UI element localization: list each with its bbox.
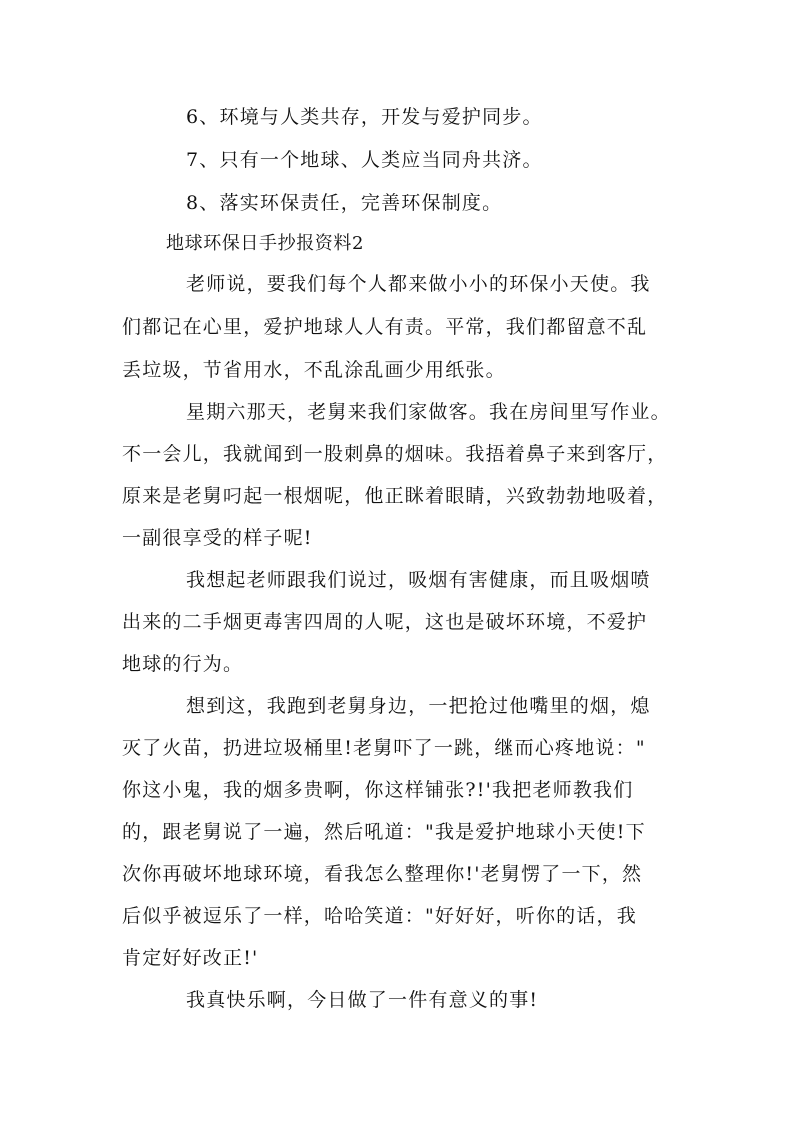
paragraph-line: 肯定好好改正!' [122,947,259,969]
paragraph-line: 出来的二手烟更毒害四周的人呢，这也是破坏环境，不爱护 [122,611,648,633]
paragraph-line: 一副很享受的样子呢! [122,527,313,549]
paragraph-line: 丢垃圾，节省用水，不乱涂乱画少用纸张。 [122,359,506,381]
list-item: 8、落实环保责任，完善环保制度。 [186,192,503,214]
paragraph-line: 后似乎被逗乐了一样，哈哈笑道："好好好，听你的话，我 [122,905,637,927]
paragraph-line: 们都记在心里，爱护地球人人有责。平常，我们都留意不乱 [122,316,648,338]
list-item: 6、环境与人类共存，开发与爱护同步。 [186,106,543,128]
paragraph-line: 你这小鬼，我的烟多贵啊，你这样铺张?!'我把老师教我们 [122,779,634,801]
paragraph-line: 灭了火苗，扔进垃圾桶里!老舅吓了一跳，继而心疼地说：" [122,737,646,759]
section-title: 地球环保日手抄报资料2 [166,233,365,254]
list-item: 7、只有一个地球、人类应当同舟共济。 [186,149,543,171]
paragraph-line: 我想起老师跟我们说过，吸烟有害健康，而且吸烟喷 [186,569,651,591]
paragraph-line: 老师说，要我们每个人都来做小小的环保小天使。我 [186,273,651,295]
paragraph-line: 的，跟老舅说了一遍，然后吼道："我是爱护地球小天使!下 [122,821,646,843]
paragraph-line: 星期六那天，老舅来我们家做客。我在房间里写作业。 [186,401,671,423]
paragraph-line: 我真快乐啊，今日做了一件有意义的事! [186,989,539,1011]
paragraph-line: 次你再破坏地球环境，看我怎么整理你!'老舅愣了一下，然 [122,863,643,885]
paragraph-line: 不一会儿，我就闻到一股刺鼻的烟味。我捂着鼻子来到客厅， [122,443,668,465]
paragraph-line: 原来是老舅叼起一根烟呢，他正眯着眼睛，兴致勃勃地吸着， [122,485,668,507]
paragraph-line: 地球的行为。 [122,653,244,675]
paragraph-line: 想到这，我跑到老舅身边，一把抢过他嘴里的烟，熄 [186,695,651,717]
